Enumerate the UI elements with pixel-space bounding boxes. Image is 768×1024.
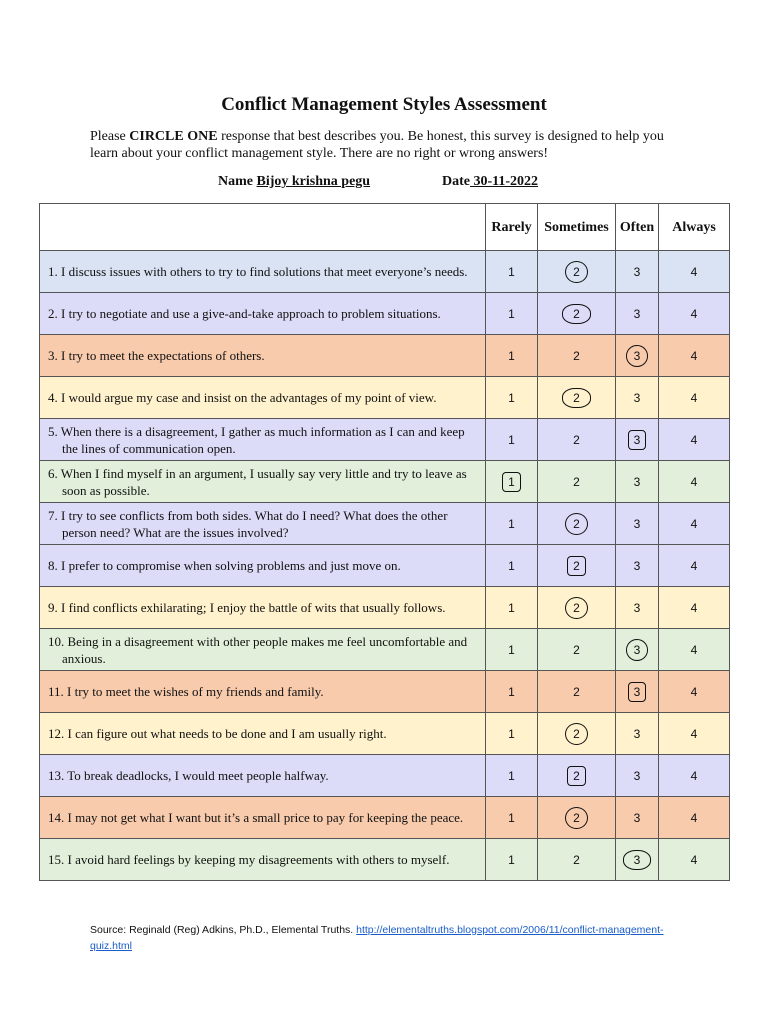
question-row <box>40 335 730 377</box>
option-value[interactable]: 1 <box>508 558 515 573</box>
question-text <box>48 683 477 700</box>
question-number: 12. <box>48 726 65 741</box>
option-value[interactable]: 3 <box>633 306 641 321</box>
source-link[interactable]: http://elementaltruths.blogspot.com/2006/11/conflict-management-quiz.html <box>90 924 664 952</box>
option-value[interactable]: 1 <box>508 516 515 531</box>
option-sometimes-cell[interactable] <box>538 797 616 839</box>
option-rarely-cell[interactable] <box>486 713 538 755</box>
option-always-cell[interactable] <box>659 797 730 839</box>
page-title: Conflict Management Styles Assessment <box>221 94 547 115</box>
selected-answer[interactable]: 2 <box>565 723 588 745</box>
option-always-cell[interactable] <box>659 419 730 461</box>
option-value[interactable]: 4 <box>690 558 698 573</box>
question-statement: I would argue my case and insist on the advantages of my point of view. <box>61 390 437 405</box>
question-text-cell <box>40 419 486 461</box>
question-statement: I try to meet the wishes of my friends and family. <box>67 684 324 699</box>
option-value[interactable]: 1 <box>508 600 515 615</box>
question-text <box>48 465 477 499</box>
option-always-cell[interactable] <box>659 377 730 419</box>
question-statement: To break deadlocks, I would meet people halfway. <box>67 768 329 783</box>
question-text <box>48 389 477 406</box>
option-sometimes-cell[interactable] <box>538 377 616 419</box>
option-always-cell[interactable] <box>659 251 730 293</box>
question-text-cell <box>40 545 486 587</box>
option-value[interactable]: 4 <box>690 474 698 489</box>
option-value[interactable]: 4 <box>690 390 698 405</box>
option-often-cell[interactable] <box>616 461 659 503</box>
question-text-cell <box>40 587 486 629</box>
option-sometimes-cell[interactable] <box>538 587 616 629</box>
option-rarely-cell[interactable] <box>486 251 538 293</box>
option-always-cell[interactable] <box>659 335 730 377</box>
question-list <box>40 251 730 881</box>
option-sometimes-cell[interactable] <box>538 335 616 377</box>
option-value[interactable]: 1 <box>508 306 515 321</box>
option-value[interactable]: 1 <box>508 852 515 867</box>
option-value[interactable]: 2 <box>573 474 580 489</box>
option-rarely-cell[interactable] <box>486 419 538 461</box>
option-value[interactable]: 4 <box>690 600 698 615</box>
selected-answer[interactable]: 3 <box>626 345 649 367</box>
option-value[interactable]: 4 <box>690 432 698 447</box>
question-text <box>48 851 477 868</box>
option-header-always: Always <box>659 204 730 251</box>
option-always-cell[interactable] <box>659 671 730 713</box>
option-value[interactable]: 1 <box>508 432 515 447</box>
question-statement: I try to negotiate and use a give-and-take approach to problem situations. <box>61 306 441 321</box>
option-often-cell[interactable] <box>616 503 659 545</box>
option-sometimes-cell[interactable] <box>538 503 616 545</box>
question-row <box>40 251 730 293</box>
question-text-cell <box>40 713 486 755</box>
question-row <box>40 797 730 839</box>
question-statement: Being in a disagreement with other people makes me feel uncomfortable and anxious. <box>62 633 468 666</box>
question-text <box>48 599 477 616</box>
option-rarely-cell[interactable] <box>486 587 538 629</box>
option-value[interactable]: 4 <box>690 306 698 321</box>
question-row <box>40 713 730 755</box>
option-value[interactable]: 3 <box>633 768 641 783</box>
option-value[interactable]: 4 <box>690 810 698 825</box>
option-often-cell[interactable] <box>616 419 659 461</box>
question-number: 7. <box>48 507 58 523</box>
option-value[interactable]: 4 <box>690 852 698 867</box>
option-rarely-cell[interactable] <box>486 461 538 503</box>
question-row <box>40 671 730 713</box>
option-rarely-cell[interactable] <box>486 503 538 545</box>
option-always-cell[interactable] <box>659 293 730 335</box>
question-text-cell <box>40 377 486 419</box>
option-always-cell[interactable] <box>659 629 730 671</box>
option-sometimes-cell[interactable] <box>538 419 616 461</box>
instructions-post: response that best describes you. Be honest, this survey is designed to help you learn about your conflict management style. There are no right or wrong answers! <box>90 129 664 161</box>
selected-answer[interactable]: 2 <box>565 513 588 535</box>
option-header-sometimes: Sometimes <box>538 204 616 251</box>
question-row <box>40 545 730 587</box>
option-always-cell[interactable] <box>659 755 730 797</box>
question-row <box>40 461 730 503</box>
option-often-cell[interactable] <box>616 377 659 419</box>
option-value[interactable]: 1 <box>508 390 515 405</box>
option-always-cell[interactable] <box>659 503 730 545</box>
option-often-cell[interactable] <box>616 713 659 755</box>
option-rarely-cell[interactable] <box>486 839 538 881</box>
date-value: 30-11-2022 <box>470 174 539 189</box>
option-often-cell[interactable] <box>616 293 659 335</box>
question-text <box>48 809 477 826</box>
instructions <box>90 128 690 162</box>
question-row <box>40 755 730 797</box>
option-sometimes-cell[interactable] <box>538 545 616 587</box>
selected-answer[interactable]: 1 <box>502 472 521 492</box>
option-value[interactable]: 1 <box>508 264 515 279</box>
option-value[interactable]: 3 <box>633 264 641 279</box>
question-number: 10. <box>48 633 65 649</box>
question-text-cell <box>40 797 486 839</box>
header-row <box>40 204 730 251</box>
question-number: 8. <box>48 558 58 573</box>
name-label: Name <box>218 174 253 189</box>
question-row <box>40 293 730 335</box>
question-number: 4. <box>48 390 58 405</box>
option-value[interactable]: 2 <box>573 684 580 699</box>
question-text-cell <box>40 293 486 335</box>
survey-table <box>39 203 730 881</box>
selected-answer[interactable]: 2 <box>562 304 591 324</box>
question-number: 11. <box>48 684 64 699</box>
option-value[interactable]: 3 <box>633 390 641 405</box>
question-row <box>40 503 730 545</box>
question-text <box>48 347 477 364</box>
option-always-cell[interactable] <box>659 587 730 629</box>
question-number: 3. <box>48 348 58 363</box>
option-value[interactable]: 3 <box>633 726 641 741</box>
question-text-cell <box>40 251 486 293</box>
question-text-cell <box>40 503 486 545</box>
option-value[interactable]: 2 <box>573 852 580 867</box>
selected-answer[interactable]: 2 <box>567 556 586 576</box>
option-value[interactable]: 3 <box>633 474 641 489</box>
option-value[interactable]: 1 <box>508 726 515 741</box>
option-value[interactable]: 4 <box>690 264 698 279</box>
question-statement: I may not get what I want but it’s a small price to pay for keeping the peace. <box>67 810 464 825</box>
question-text <box>48 557 477 574</box>
question-number: 6. <box>48 465 58 481</box>
selected-answer[interactable]: 2 <box>565 597 588 619</box>
date-field <box>442 174 538 190</box>
option-value[interactable]: 4 <box>690 516 698 531</box>
option-value[interactable]: 3 <box>633 516 641 531</box>
option-value[interactable]: 2 <box>573 432 580 447</box>
selected-answer[interactable]: 2 <box>565 807 588 829</box>
option-often-cell[interactable] <box>616 797 659 839</box>
question-statement: I can figure out what needs to be done and I am usually right. <box>67 726 387 741</box>
option-sometimes-cell[interactable] <box>538 755 616 797</box>
question-number: 9. <box>48 600 58 615</box>
question-text <box>48 633 477 667</box>
option-header-rarely: Rarely <box>486 204 538 251</box>
question-text <box>48 305 477 322</box>
question-statement: I discuss issues with others to try to find solutions that meet everyone’s needs. <box>61 264 468 279</box>
question-statement: When I find myself in an argument, I usually say very little and try to leave as soon as possible. <box>60 465 467 498</box>
question-statement: I try to meet the expectations of others. <box>61 348 265 363</box>
option-rarely-cell[interactable] <box>486 797 538 839</box>
question-row <box>40 839 730 881</box>
option-sometimes-cell[interactable] <box>538 293 616 335</box>
question-text-cell <box>40 335 486 377</box>
option-rarely-cell[interactable] <box>486 545 538 587</box>
option-often-cell[interactable] <box>616 545 659 587</box>
option-sometimes-cell[interactable] <box>538 629 616 671</box>
option-rarely-cell[interactable] <box>486 335 538 377</box>
option-value[interactable]: 2 <box>573 642 580 657</box>
option-value[interactable]: 4 <box>690 768 698 783</box>
option-value[interactable]: 2 <box>573 348 580 363</box>
question-text <box>48 725 477 742</box>
question-text <box>48 767 477 784</box>
question-statement: I find conflicts exhilarating; I enjoy the battle of wits that usually follows. <box>61 600 446 615</box>
selected-answer[interactable]: 3 <box>628 430 647 450</box>
option-sometimes-cell[interactable] <box>538 713 616 755</box>
option-always-cell[interactable] <box>659 461 730 503</box>
option-value[interactable]: 1 <box>508 684 515 699</box>
question-number: 14. <box>48 810 65 825</box>
option-value[interactable]: 4 <box>690 684 698 699</box>
question-text <box>48 263 477 280</box>
name-field <box>218 174 370 190</box>
question-number: 13. <box>48 768 65 783</box>
name-value: Bijoy krishna pegu <box>256 174 371 189</box>
source-citation <box>90 922 690 954</box>
option-value[interactable]: 3 <box>633 558 641 573</box>
question-header <box>40 204 486 251</box>
question-number: 15. <box>48 852 65 867</box>
option-sometimes-cell[interactable] <box>538 839 616 881</box>
question-row <box>40 377 730 419</box>
instructions-pre: Please <box>90 129 130 144</box>
option-often-cell[interactable] <box>616 335 659 377</box>
option-value[interactable]: 4 <box>690 642 698 657</box>
question-text-cell <box>40 839 486 881</box>
question-number: 2. <box>48 306 58 321</box>
question-text-cell <box>40 755 486 797</box>
question-text-cell <box>40 629 486 671</box>
question-text-cell <box>40 671 486 713</box>
option-value[interactable]: 3 <box>633 810 641 825</box>
question-text <box>48 423 477 457</box>
option-always-cell[interactable] <box>659 713 730 755</box>
option-sometimes-cell[interactable] <box>538 461 616 503</box>
question-statement: I prefer to compromise when solving problems and just move on. <box>61 558 401 573</box>
option-value[interactable]: 4 <box>690 726 698 741</box>
question-statement: I try to see conflicts from both sides. What do I need? What does the other person need? What are the issues involved? <box>61 507 448 540</box>
option-sometimes-cell[interactable] <box>538 251 616 293</box>
option-rarely-cell[interactable] <box>486 671 538 713</box>
question-number: 1. <box>48 264 58 279</box>
selected-answer[interactable]: 2 <box>562 388 591 408</box>
question-statement: I avoid hard feelings by keeping my disagreements with others to myself. <box>67 852 450 867</box>
selected-answer[interactable]: 3 <box>623 850 652 870</box>
option-often-cell[interactable] <box>616 755 659 797</box>
option-often-cell[interactable] <box>616 671 659 713</box>
option-rarely-cell[interactable] <box>486 377 538 419</box>
instructions-emphasis: CIRCLE ONE <box>129 129 218 144</box>
option-always-cell[interactable] <box>659 839 730 881</box>
option-sometimes-cell[interactable] <box>538 671 616 713</box>
option-value[interactable]: 1 <box>508 810 515 825</box>
option-rarely-cell[interactable] <box>486 293 538 335</box>
selected-answer[interactable]: 3 <box>626 639 649 661</box>
option-value[interactable]: 3 <box>633 600 641 615</box>
selected-answer[interactable]: 2 <box>567 766 586 786</box>
selected-answer[interactable]: 3 <box>628 682 647 702</box>
option-value[interactable]: 1 <box>508 642 515 657</box>
option-always-cell[interactable] <box>659 545 730 587</box>
option-value[interactable]: 1 <box>508 768 515 783</box>
question-text-cell <box>40 461 486 503</box>
question-statement: When there is a disagreement, I gather as much information as I can and keep the lines of communication open. <box>60 423 465 456</box>
selected-answer[interactable]: 2 <box>565 261 588 283</box>
option-value[interactable]: 4 <box>690 348 698 363</box>
option-often-cell[interactable] <box>616 251 659 293</box>
option-header-often: Often <box>616 204 659 251</box>
question-row <box>40 629 730 671</box>
question-row <box>40 587 730 629</box>
option-value[interactable]: 1 <box>508 348 515 363</box>
option-often-cell[interactable] <box>616 629 659 671</box>
question-text <box>48 507 477 541</box>
question-number: 5. <box>48 423 58 439</box>
option-rarely-cell[interactable] <box>486 629 538 671</box>
option-rarely-cell[interactable] <box>486 755 538 797</box>
option-often-cell[interactable] <box>616 839 659 881</box>
source-text: Source: Reginald (Reg) Adkins, Ph.D., Elemental Truths. <box>90 924 357 936</box>
question-row <box>40 419 730 461</box>
option-often-cell[interactable] <box>616 587 659 629</box>
date-label: Date <box>442 174 470 189</box>
